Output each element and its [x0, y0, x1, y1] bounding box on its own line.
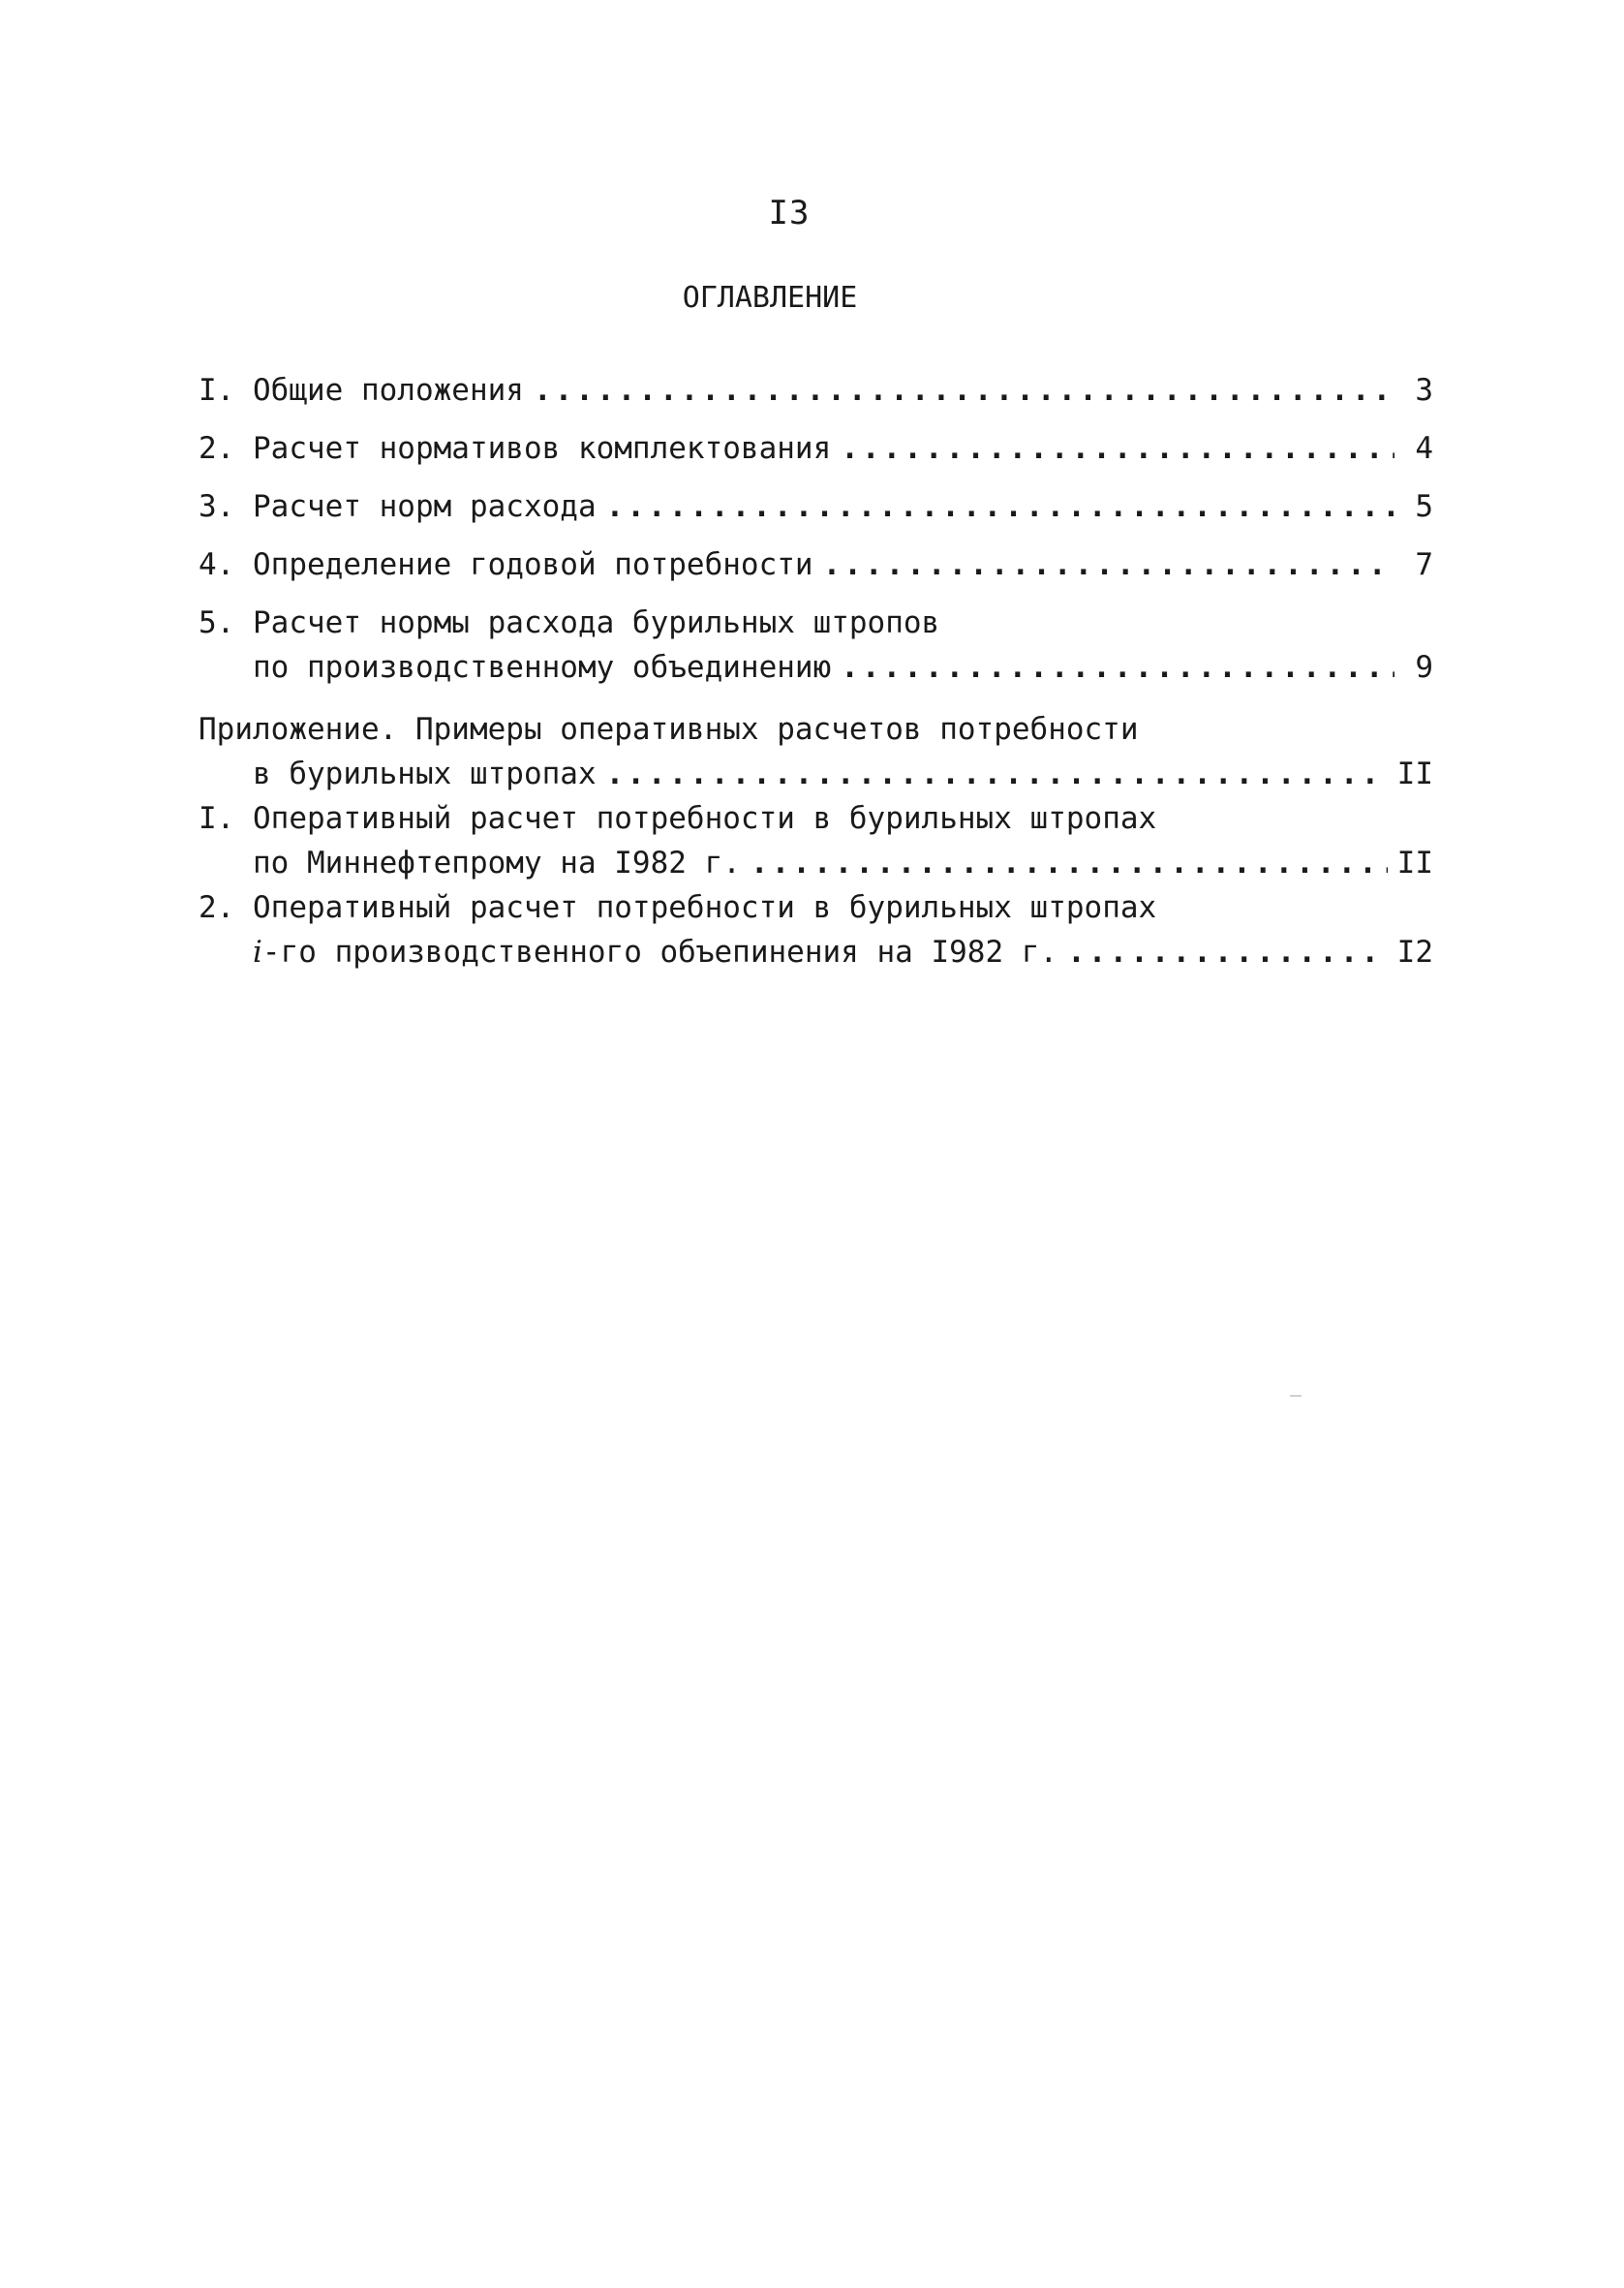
entry-title-line2: по Миннефтепрому на I982 г.	[253, 846, 741, 881]
leader-dots	[841, 645, 1394, 690]
toc-entry-4[interactable]	[199, 542, 1433, 587]
toc-appendix-item-2[interactable]	[199, 885, 1433, 974]
leader-dots	[534, 368, 1394, 413]
entry-page: II	[1396, 846, 1433, 881]
entry-number: I.	[199, 373, 235, 408]
entry-page: 3	[1415, 373, 1433, 408]
toc-title: ОГЛАВЛЕНИЕ	[682, 281, 858, 315]
entry-number: 2.	[199, 431, 235, 466]
entry-title: Общие положения	[253, 373, 524, 408]
entry-number: 5.	[199, 605, 235, 640]
scan-speck	[1290, 1395, 1302, 1397]
toc-entry-5[interactable]	[199, 601, 1433, 690]
toc-entry-1[interactable]	[199, 368, 1433, 413]
entry-page: 5	[1415, 489, 1433, 524]
entry-number: I.	[199, 801, 235, 836]
appendix-page: II	[1396, 757, 1433, 791]
entry-page: 9	[1415, 650, 1433, 685]
entry-title: Расчет нормативов комплектования	[253, 431, 832, 466]
page-number: I3	[768, 194, 811, 232]
entry-title-line1: Оперативный расчет потребности в бурильных штропах	[253, 890, 1157, 925]
leader-dots	[751, 841, 1388, 885]
entry-number: 3.	[199, 489, 235, 524]
entry-number: 4.	[199, 547, 235, 582]
leader-dots	[823, 542, 1394, 587]
table-of-contents	[199, 368, 1433, 974]
toc-appendix-item-1[interactable]	[199, 796, 1433, 885]
entry-title-line2	[253, 930, 1057, 974]
entry-title-line2: по производственному объединению	[253, 650, 832, 685]
entry-title: Расчет норм расхода	[253, 489, 597, 524]
leader-dots	[606, 752, 1388, 796]
appendix-title-line2: в бурильных штропах	[253, 757, 597, 791]
toc-appendix[interactable]	[199, 707, 1433, 796]
toc-entry-3[interactable]	[199, 484, 1433, 529]
entry-title-line2-text: -го производственного объепинения на I982 г.	[261, 935, 1058, 970]
entry-title: Определение годовой потребности	[253, 547, 813, 582]
entry-page: I2	[1396, 935, 1433, 970]
leader-dots	[1067, 930, 1388, 974]
entry-number: 2.	[199, 890, 235, 925]
entry-page: 7	[1415, 547, 1433, 582]
variable-i: i	[253, 935, 262, 970]
entry-title-line1: Оперативный расчет потребности в бурильных штропах	[253, 801, 1157, 836]
leader-dots	[841, 426, 1394, 471]
entry-page: 4	[1415, 431, 1433, 466]
appendix-title-line1: Приложение. Примеры оперативных расчетов потребности	[199, 712, 1139, 747]
leader-dots	[606, 484, 1394, 529]
toc-entry-2[interactable]	[199, 426, 1433, 471]
entry-title-line1: Расчет нормы расхода бурильных штропов	[253, 605, 940, 640]
